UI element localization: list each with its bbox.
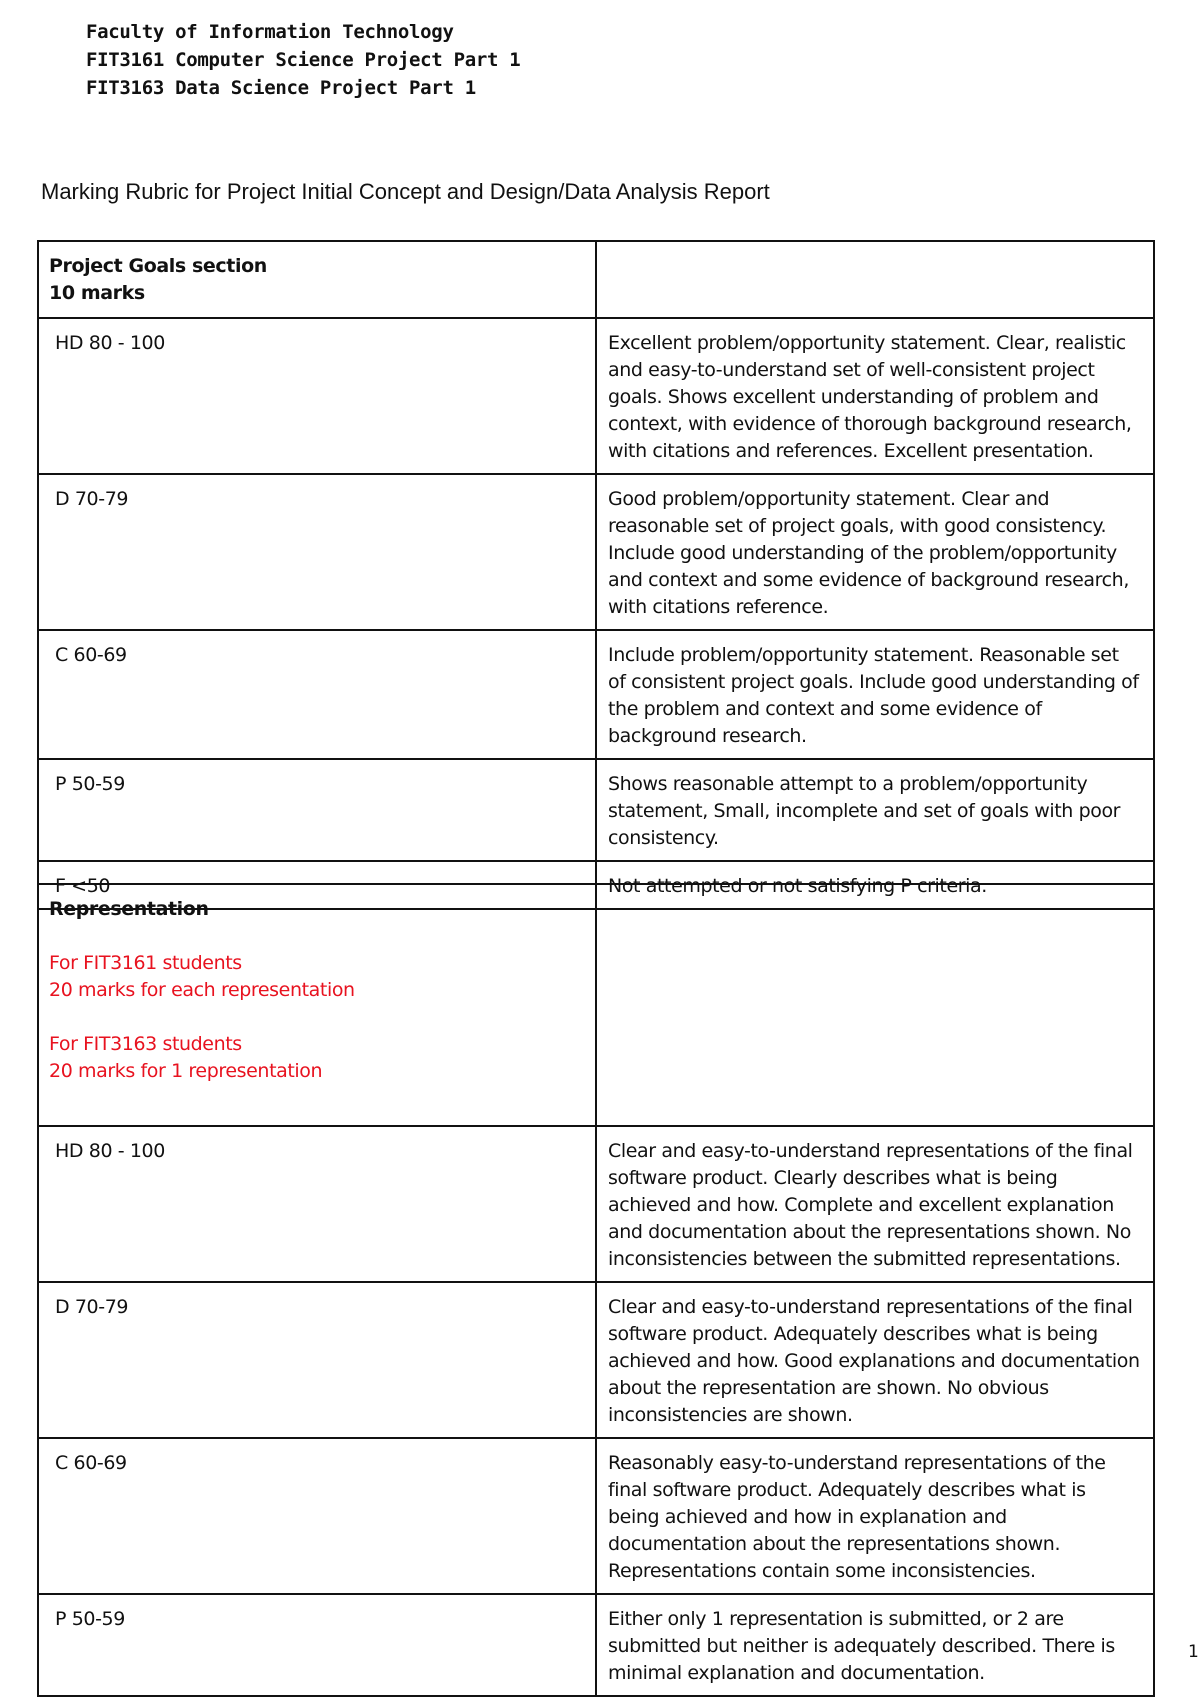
table-row (38, 630, 1154, 759)
grade-cell: HD 80 - 100 (38, 1126, 596, 1282)
empty-header-cell (596, 241, 1154, 318)
table-row (38, 759, 1154, 861)
description-cell: Shows reasonable attempt to a problem/opportunity statement, Small, incomplete and set of goals with poor consistency. (596, 759, 1154, 861)
representation-rubric-table (37, 883, 1155, 1697)
table-header-row (38, 884, 1154, 1126)
grade-cell: HD 80 - 100 (38, 318, 596, 474)
table-row (38, 474, 1154, 630)
table-row (38, 1594, 1154, 1696)
section-header-cell (38, 241, 596, 318)
section-title: Project Goals section (49, 255, 267, 277)
faculty-name: Faculty of Information Technology (86, 21, 454, 43)
description-cell: Include problem/opportunity statement. Reasonable set of consistent project goals. Include good understanding of the problem and context and some evidence of background research. (596, 630, 1154, 759)
description-cell: Not attempted or not satisfying P criteria. (596, 861, 1154, 909)
empty-header-cell (596, 884, 1154, 1126)
grade-cell: C 60-69 (38, 1438, 596, 1594)
section-marks: 10 marks (49, 282, 145, 304)
description-cell: Either only 1 representation is submitted, or 2 are submitted but neither is adequately described. There is minimal explanation and documentation. (596, 1594, 1154, 1696)
grade-cell: P 50-59 (38, 759, 596, 861)
table-row (38, 1438, 1154, 1594)
grade-cell: D 70-79 (38, 474, 596, 630)
description-cell: Good problem/opportunity statement. Clear and reasonable set of project goals, with good consistency. Include good understanding of the problem/opportunity and context and some evidence of background research, with citations reference. (596, 474, 1154, 630)
grade-cell: P 50-59 (38, 1594, 596, 1696)
description-cell: Excellent problem/opportunity statement. Clear, realistic and easy-to-understand set of well-consistent project goals. Shows excellent understanding of problem and context, with evidence of thorough background research, with citations and references. Excellent presentation. (596, 318, 1154, 474)
grade-cell: F <50 (38, 861, 596, 909)
page-number: 1 (1188, 1642, 1199, 1662)
description-cell: Reasonably easy-to-understand representations of the final software product. Adequately describes what is being achieved and how in explanation and documentation about the representations shown. Representations contain some inconsistencies. (596, 1438, 1154, 1594)
grade-cell: C 60-69 (38, 630, 596, 759)
table-header-row (38, 241, 1154, 318)
grade-cell: D 70-79 (38, 1282, 596, 1438)
document-title: Marking Rubric for Project Initial Concept and Design/Data Analysis Report (41, 179, 770, 204)
section-title: Representation (49, 898, 209, 920)
section-header-cell (38, 884, 596, 1126)
table-row (38, 1282, 1154, 1438)
project-goals-rubric-table (37, 240, 1155, 910)
unit-name-fit3161: FIT3161 Computer Science Project Part 1 (86, 49, 521, 71)
document-header (86, 18, 520, 102)
description-cell: Clear and easy-to-understand representations of the final software product. Clearly describes what is being achieved and how. Complete and excellent explanation and documentation about the representations shown. No inconsistencies between the submitted representations. (596, 1126, 1154, 1282)
table-row (38, 1126, 1154, 1282)
fit3161-marks-note: For FIT3161 students 20 marks for each representation (49, 952, 355, 1001)
unit-name-fit3163: FIT3163 Data Science Project Part 1 (86, 77, 476, 99)
table-row (38, 318, 1154, 474)
description-cell: Clear and easy-to-understand representations of the final software product. Adequately describes what is being achieved and how. Good explanations and documentation about the representation are shown. No obvious inconsistencies are shown. (596, 1282, 1154, 1438)
fit3163-marks-note: For FIT3163 students 20 marks for 1 representation (49, 1033, 323, 1082)
